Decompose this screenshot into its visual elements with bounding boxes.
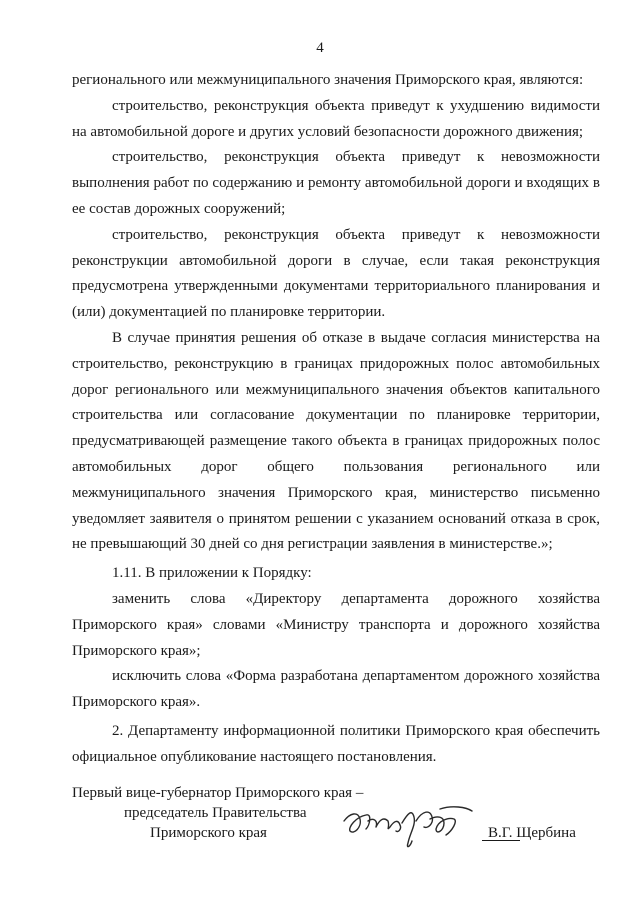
paragraph-refusal-notice: В случае принятия решения об отказе в выдаче согласия министерства на строительство, реконструкцию в границах придорожных полос автомобильных дорог регионального или межмуниципального значения объектов капитального строительства или согласование документации по планировке территории, предусматривающей размещение такого объекта в границах придорожных полос автомобильных дорог общего пользования регионального или межмуниципального значения Приморского края, министерство письменно уведомляет заявителя о принятом решении с указанием оснований отказа в срок, не превышающий 30 дней со дня регистрации заявления в министерстве.»; [72,329,600,553]
signature-block [72,783,600,853]
paragraph-replace-words: заменить слова «Директору департамента дорожного хозяйства Приморского края» словами «Министру транспорта и дорожного хозяйства Приморского края»; [72,590,600,659]
paragraph-maintenance-condition: строительство, реконструкция объекта приведут к невозможности выполнения работ по содержанию и ремонту автомобильной дороги и входящих в ее состав дорожных сооружений; [72,149,600,217]
paragraph-continuation: регионального или межмуниципального значения Приморского края, являются: [72,72,584,88]
document-body [72,68,600,771]
paragraph-reconstruction-condition: строительство, реконструкция объекта приведут к невозможности реконструкции автомобильной дороги в случае, если такая реконструкция предусмотрена утвержденными документами территориального планирования и (или) документацией по планировке территории. [72,226,600,321]
paragraph-visibility-condition: строительство, реконструкция объекта приведут к ухудшению видимости на автомобильной дороге и других условий безопасности дорожного движения; [72,97,600,140]
handwritten-signature [340,791,490,851]
paragraph-item-1-11: 1.11. В приложении к Порядку: [112,565,312,582]
signatory-title-line1: Первый вице-губернатор Приморского края – [72,785,364,801]
page-number: 4 [316,40,324,56]
paragraph-publication: 2. Департаменту информационной политики Приморского края обеспечить официальное опубликование настоящего постановления. [72,722,600,765]
signatory-title-line2: председатель Правительства [124,805,307,821]
paragraph-exclude-words: исключить слова «Форма разработана департаментом дорожного хозяйства Приморского края». [72,668,600,711]
signatory-title-line3: Приморского края [150,825,267,841]
signatory-name: В.Г. Щербина [488,825,576,841]
